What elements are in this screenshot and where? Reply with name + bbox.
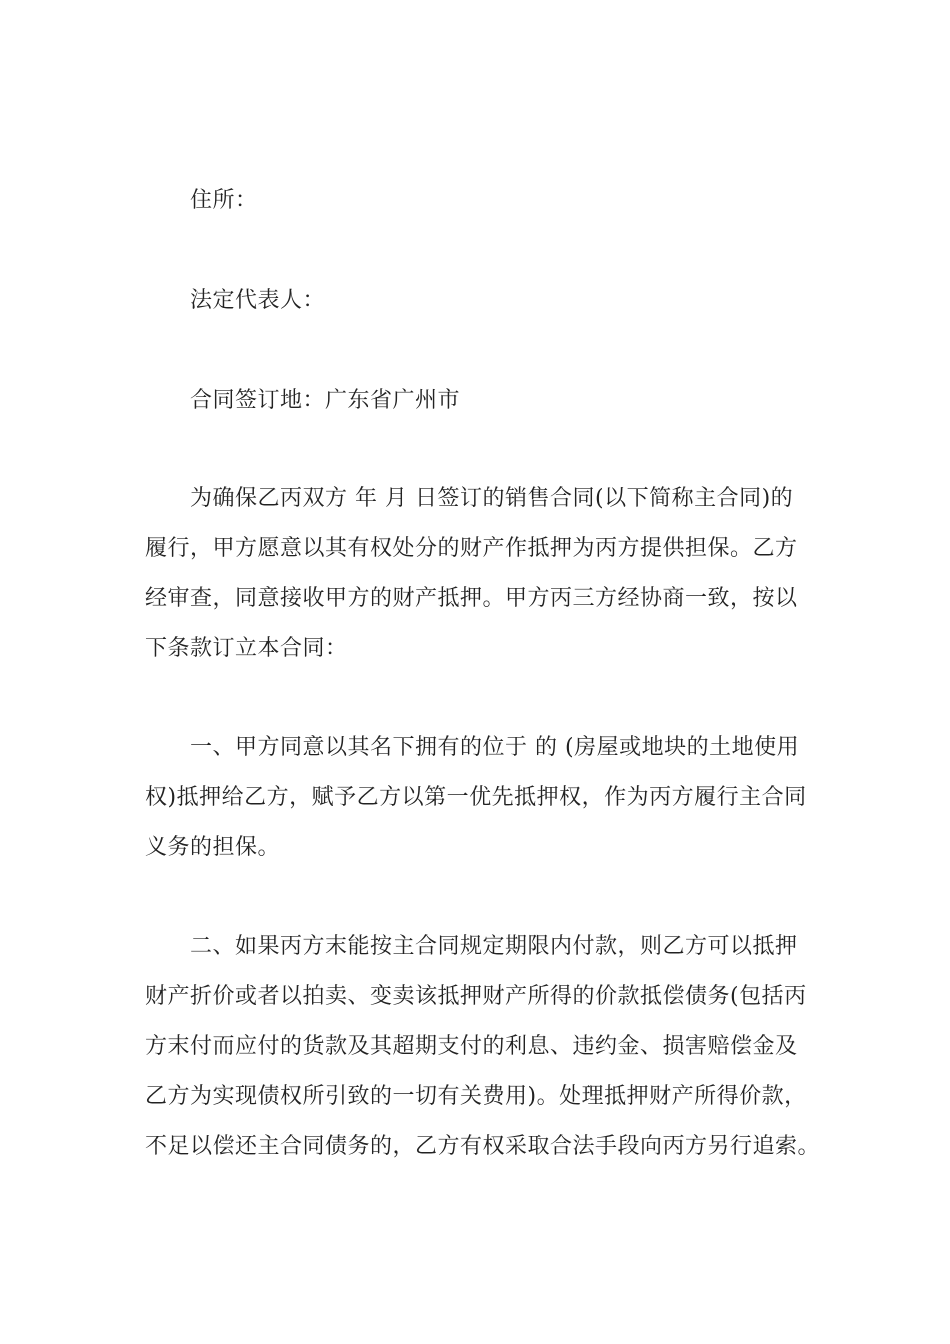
paragraph-line: 履行，甲方愿意以其有权处分的财产作抵押为丙方提供担保。乙方 bbox=[145, 536, 798, 561]
paragraph-line: 财产折价或者以拍卖、变卖该抵押财产所得的价款抵偿债务(包括丙 bbox=[145, 984, 807, 1009]
signing-place-line: 合同签订地：广东省广州市 bbox=[190, 388, 461, 413]
paragraph-line: 方末付而应付的货款及其超期支付的利息、违约金、损害赔偿金及 bbox=[145, 1034, 798, 1059]
paragraph-line: 一、甲方同意以其名下拥有的位于 的 (房屋或地块的土地使用 bbox=[190, 735, 800, 760]
address-field-label: 住所： bbox=[190, 188, 258, 213]
paragraph-line: 为确保乙丙双方 年 月 日签订的销售合同(以下简称主合同)的 bbox=[190, 486, 794, 511]
paragraph-line: 不足以偿还主合同债务的，乙方有权采取合法手段向丙方另行追索。 bbox=[145, 1134, 821, 1159]
paragraph-line: 下条款订立本合同： bbox=[145, 636, 348, 661]
paragraph-line: 经审查，同意接收甲方的财产抵押。甲方丙三方经协商一致，按以 bbox=[145, 586, 798, 611]
paragraph-line: 乙方为实现债权所引致的一切有关费用)。处理抵押财产所得价款， bbox=[145, 1084, 807, 1109]
paragraph-line: 二、如果丙方末能按主合同规定期限内付款，则乙方可以抵押 bbox=[190, 934, 798, 959]
legal-representative-field-label: 法定代表人： bbox=[190, 288, 326, 313]
paragraph-line: 权)抵押给乙方，赋予乙方以第一优先抵押权，作为丙方履行主合同 bbox=[145, 785, 807, 810]
paragraph-line: 义务的担保。 bbox=[145, 835, 281, 860]
